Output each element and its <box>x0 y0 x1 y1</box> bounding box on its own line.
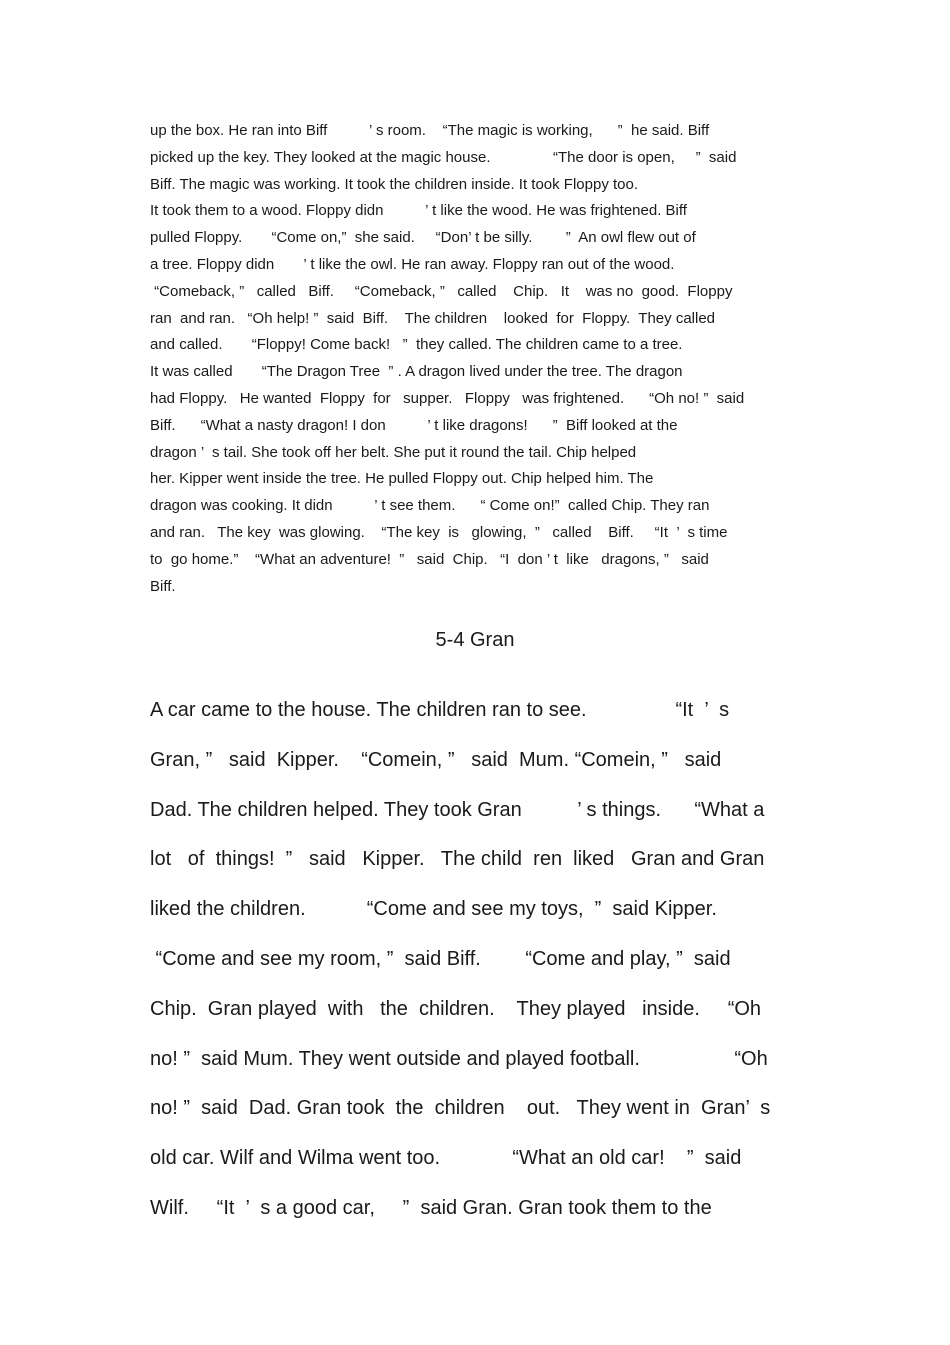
text-line: “Comeback, ” called Biff. “Comeback, ” called Chip. It was no good. Floppy <box>150 282 733 300</box>
text-line: dragon was cooking. It didn ’ t see them. “ Come on!” called Chip. They ran <box>150 497 710 515</box>
text-line: her. Kipper went inside the tree. He pulled Floppy out. Chip helped him. The <box>150 470 654 488</box>
text-line: picked up the key. They looked at the magic house. “The door is open, ” said <box>150 148 737 166</box>
text-line: A car came to the house. The children ran to see. “It ’ s <box>150 699 730 721</box>
text-line: a tree. Floppy didn ’ t like the owl. He ran away. Floppy ran out of the wood. <box>150 255 675 273</box>
text-line: Gran, ” said Kipper. “Comein, ” said Mum. “Comein, ” said <box>150 748 722 771</box>
text-line: old car. Wilf and Wilma went too. “What an old car! ” said <box>150 1147 742 1170</box>
text-line: Biff. The magic was working. It took the children inside. It took Floppy too. <box>150 175 639 193</box>
text-line: dragon ’ s tail. She took off her belt. She put it round the tail. Chip helped <box>150 443 637 461</box>
text-line: Dad. The children helped. They took Gran ’ s things. “What a <box>150 798 765 821</box>
text-line: and ran. The key was glowing. “The key is glowing, ” called Biff. “It ’ s time <box>150 523 728 541</box>
text-line: Biff. <box>150 577 176 595</box>
text-line: Chip. Gran played with the children. They played inside. “Oh <box>150 997 762 1020</box>
text-line: up the box. He ran into Biff ’ s room. “The magic is working, ” he said. Biff <box>150 122 710 139</box>
text-line: no! ” said Mum. They went outside and played football. “Oh <box>150 1047 768 1070</box>
text-line: had Floppy. He wanted Floppy for supper. Floppy was frightened. “Oh no! ” said <box>150 389 745 407</box>
text-line: pulled Floppy. “Come on,” she said. “Don’ t be silly. ” An owl flew out of <box>150 229 696 247</box>
text-line: “Come and see my room, ” said Biff. “Come and play, ” said <box>150 947 731 970</box>
text-line: Biff. “What a nasty dragon! I don ’ t like dragons! ” Biff looked at the <box>150 416 678 434</box>
text-line: lot of things! ” said Kipper. The child ren liked Gran and Gran <box>150 848 765 871</box>
gran-story-section <box>150 686 830 1234</box>
text-line: It was called “The Dragon Tree ” . A dragon lived under the tree. The dragon <box>150 363 683 381</box>
text-line: and called. “Floppy! Come back! ” they called. The children came to a tree. <box>150 336 683 354</box>
text-line: ran and ran. “Oh help! ” said Biff. The children looked for Floppy. They called <box>150 309 716 327</box>
text-line: It took them to a wood. Floppy didn ’ t like the wood. He was frightened. Biff <box>150 202 687 220</box>
text-line: Wilf. “It ’ s a good car, ” said Gran. Gran took them to the <box>150 1196 712 1219</box>
text-line: liked the children. “Come and see my toys, ” said Kipper. <box>150 898 717 921</box>
section-heading: 5-4 Gran <box>435 629 515 651</box>
text-line: no! ” said Dad. Gran took the children out. They went in Gran’ s <box>150 1097 771 1120</box>
text-line: to go home.” “What an adventure! ” said Chip. “I don ’ t like dragons, ” said <box>150 550 709 568</box>
story-text-section <box>150 118 810 600</box>
